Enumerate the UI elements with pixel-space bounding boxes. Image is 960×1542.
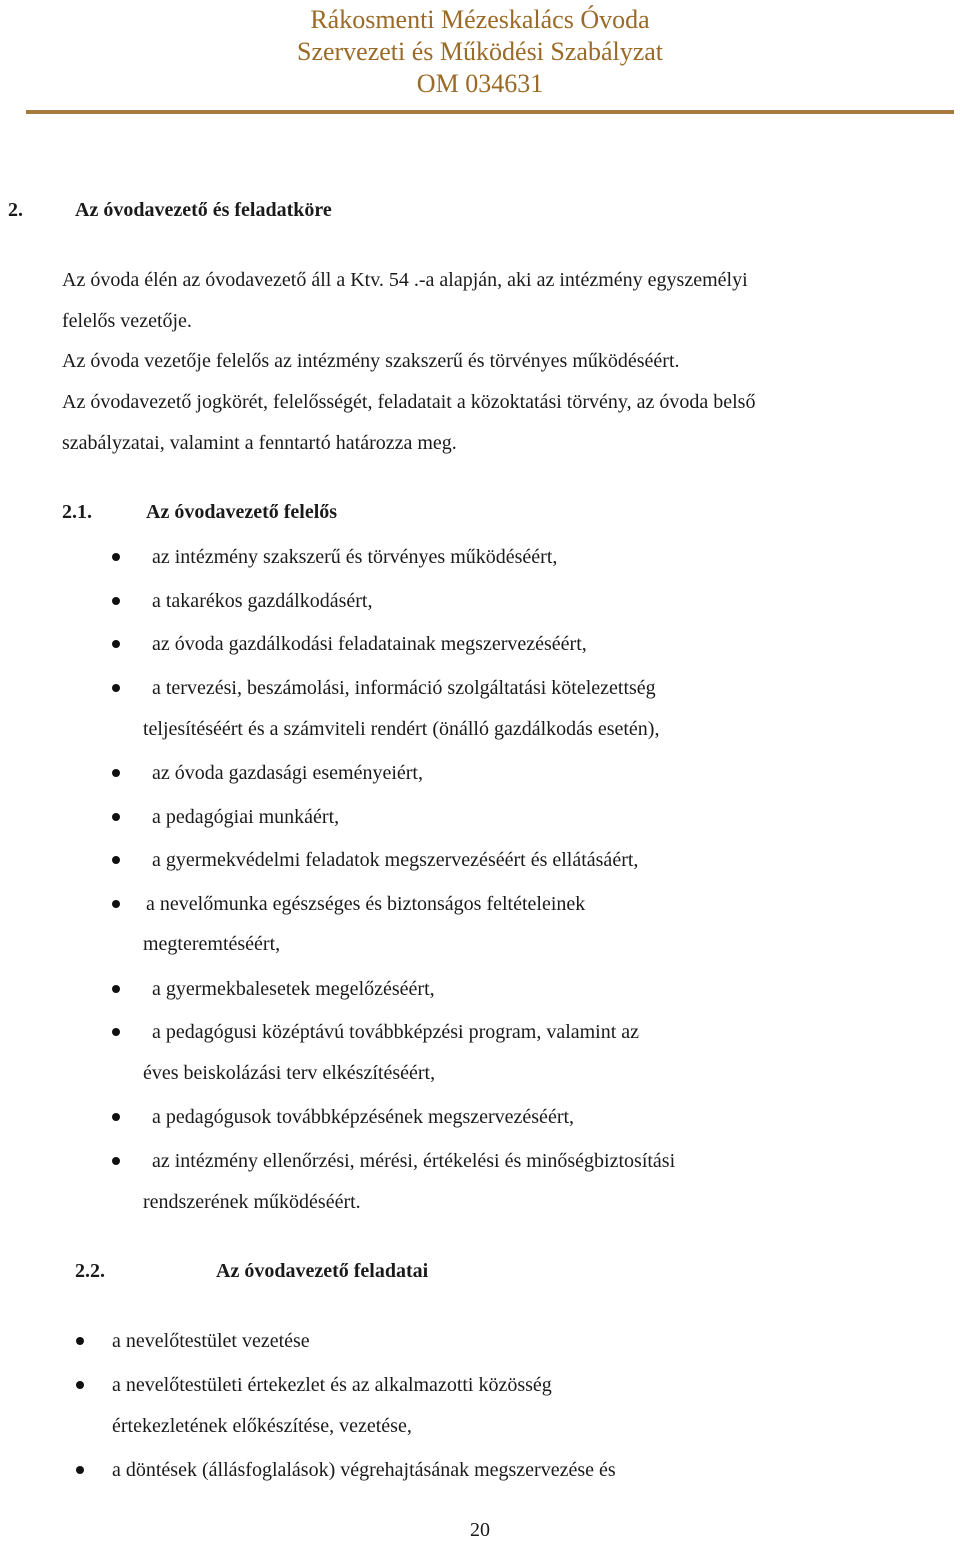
bullet-icon: [112, 856, 120, 864]
list-item: a döntések (állásfoglalások) végrehajtásának megszervezése és: [112, 1459, 616, 1481]
bullet-icon: [112, 640, 120, 648]
bullet-icon: [76, 1381, 84, 1389]
page-header: [0, 0, 960, 118]
list-item: a pedagógusi középtávú továbbképzési program, valamint az: [152, 1021, 640, 1043]
bullet-icon: [112, 1113, 120, 1121]
list-item: az intézmény ellenőrzési, mérési, értékelési és minőségbiztosítási: [152, 1150, 676, 1172]
list-item-continuation: teljesítéséért és a számviteli rendért (önálló gazdálkodás esetén),: [143, 718, 660, 740]
list-item: a pedagógusok továbbképzésének megszervezéséért,: [152, 1106, 575, 1128]
bullet-icon: [76, 1337, 84, 1345]
list-item: a nevelőtestületi értekezlet és az alkalmazotti közösség: [112, 1374, 552, 1396]
paragraph-line: felelős vezetője.: [62, 310, 192, 332]
list-item: a gyermekvédelmi feladatok megszervezéséért és ellátásáért,: [152, 849, 639, 871]
section-title: Az óvodavezető és feladatköre: [75, 199, 332, 221]
bullet-icon: [112, 553, 120, 561]
subsection-number: 2.2.: [75, 1260, 105, 1282]
bullet-icon: [112, 597, 120, 605]
subsection-title: Az óvodavezető felelős: [146, 501, 338, 523]
section-number: 2.: [8, 199, 23, 221]
list-item: az intézmény szakszerű és törvényes működéséért,: [152, 546, 558, 568]
list-item: az óvoda gazdasági eseményeiért,: [152, 762, 423, 784]
page-number: 20: [470, 1519, 490, 1541]
header-rule: [26, 110, 954, 114]
paragraph-line: Az óvodavezető jogkörét, felelősségét, feladatait a közoktatási törvény, az óvoda belső: [62, 391, 756, 413]
subsection-number: 2.1.: [62, 501, 92, 523]
list-item: a pedagógiai munkáért,: [152, 806, 340, 828]
bullet-icon: [112, 985, 120, 993]
bullet-icon: [112, 769, 120, 777]
list-item-continuation: megteremtéséért,: [143, 933, 281, 955]
bullet-icon: [112, 1157, 120, 1165]
paragraph-line: Az óvoda élén az óvodavezető áll a Ktv. 54 .-a alapján, aki az intézmény egyszemélyi: [62, 269, 748, 291]
list-item: a takarékos gazdálkodásért,: [152, 590, 373, 612]
header-om-id: OM 034631: [416, 69, 544, 98]
subsection-title: Az óvodavezető feladatai: [216, 1260, 429, 1282]
list-item: az óvoda gazdálkodási feladatainak megszervezéséért,: [152, 633, 587, 655]
list-item: a nevelőmunka egészséges és biztonságos feltételeinek: [146, 893, 586, 915]
list-item: a gyermekbalesetek megelőzéséért,: [152, 978, 435, 1000]
header-institution-name: Rákosmenti Mézeskalács Óvoda: [310, 5, 650, 34]
bullet-icon: [112, 1028, 120, 1036]
bullet-icon: [112, 684, 120, 692]
list-item-continuation: éves beiskolázási terv elkészítéséért,: [143, 1062, 436, 1084]
list-item: a nevelőtestület vezetése: [112, 1330, 310, 1352]
bullet-icon: [112, 813, 120, 821]
header-document-title: Szervezeti és Működési Szabályzat: [296, 37, 664, 66]
bullet-icon: [112, 900, 120, 908]
bullet-icon: [76, 1466, 84, 1474]
list-item: a tervezési, beszámolási, információ szolgáltatási kötelezettség: [152, 677, 656, 699]
list-item-continuation: rendszerének működéséért.: [143, 1191, 361, 1213]
paragraph-line: szabályzatai, valamint a fenntartó határozza meg.: [62, 432, 457, 454]
paragraph-line: Az óvoda vezetője felelős az intézmény szakszerű és törvényes működéséért.: [62, 350, 680, 372]
list-item-continuation: értekezletének előkészítése, vezetése,: [112, 1415, 412, 1437]
